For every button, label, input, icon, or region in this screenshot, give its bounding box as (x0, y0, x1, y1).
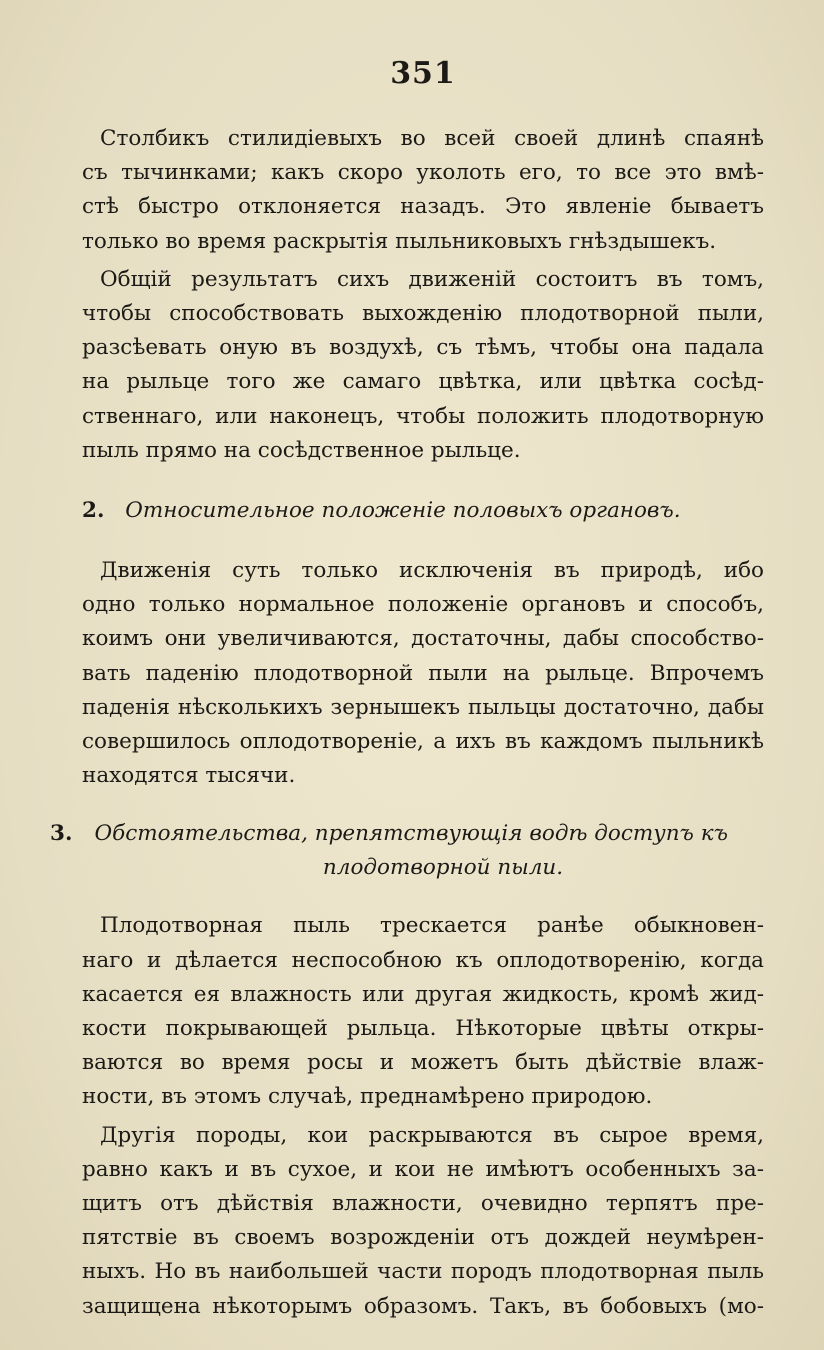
text-line: ваются во время росы и можетъ быть дѣйствіе влаж- (82, 1050, 764, 1076)
text-line: Плодотворная пыль трескается ранѣе обыкновен- (100, 913, 764, 939)
section-number: 3. (50, 821, 73, 847)
paragraph-general-result (82, 263, 764, 468)
text-line: пыль прямо на сосѣдственное рыльце. (82, 437, 521, 463)
text-line: Другія породы, кои раскрываются въ сырое время, (100, 1122, 764, 1148)
text-line: Столбикъ стилидіевыхъ во всей своей длинѣ спаянѣ (100, 126, 764, 151)
text-line: щитъ отъ дѣйствія влажности, очевидно терпятъ пре- (82, 1191, 764, 1217)
section-heading-2 (82, 494, 764, 528)
text-line: пятствіе въ своемъ возрожденіи отъ дождей неумѣрен- (82, 1225, 764, 1251)
paragraph-stylidium (82, 122, 764, 259)
text-line: вать паденію плодотворной пыли на рыльце. Впрочемъ (82, 660, 764, 686)
text-line: совершилось оплодотвореніе, а ихъ въ каждомъ пыльникѣ (82, 729, 764, 755)
paragraph-other-species (82, 1119, 764, 1324)
text-line: на рыльце того же самаго цвѣтка, или цвѣтка сосѣд- (82, 369, 764, 395)
text-line: ственнаго, или наконецъ, чтобы положить плодотворную (82, 403, 764, 429)
page-number: 351 (390, 56, 456, 91)
section-number: 2. (82, 498, 105, 524)
paragraph-pollen-moisture (82, 909, 764, 1114)
text-line: съ тычинками; какъ скоро уколоть его, то все это вмѣ- (82, 160, 764, 186)
section-heading-3 (50, 817, 764, 885)
text-line: паденія нѣсколькихъ зернышекъ пыльцы достаточно, дабы (82, 694, 764, 720)
section-title: Относительное положеніе половыхъ органовъ. (125, 498, 681, 524)
text-line: ности, въ этомъ случаѣ, преднамѣрено природою. (82, 1084, 653, 1110)
section-title-line: плодотворной пыли. (322, 855, 564, 881)
text-line: защищена нѣкоторымъ образомъ. Такъ, въ бобовыхъ (мо- (82, 1293, 764, 1319)
text-line: чтобы способствовать выхожденію плодотворной пыли, (82, 301, 764, 327)
text-line: Общій результатъ сихъ движеній состоитъ въ томъ, (100, 266, 764, 292)
text-line: кости покрывающей рыльца. Нѣкоторые цвѣты откры- (82, 1016, 764, 1042)
text-line: касается ея влажность или другая жидкость, кромѣ жид- (82, 981, 764, 1007)
text-line: ныхъ. Но въ наибольшей части породъ плодотворная пыль (82, 1259, 764, 1285)
text-line: одно только нормальное положеніе органовъ и способъ, (82, 592, 764, 618)
text-line: находятся тысячи. (82, 763, 296, 789)
text-line: только во время раскрытія пыльниковыхъ гнѣздышекъ. (82, 228, 717, 254)
text-line: равно какъ и въ сухое, и кои не имѣютъ особенныхъ за- (82, 1156, 764, 1182)
section-title: Обстоятельства, препятствующія водѣ доступъ къ (94, 821, 728, 847)
paragraph-movements (82, 554, 764, 793)
section-title-line (50, 817, 764, 851)
text-line: стѣ быстро отклоняется назадъ. Это явленіе бываетъ (82, 194, 764, 220)
text-line: разсѣевать оную въ воздухѣ, съ тѣмъ, чтобы она падала (82, 335, 764, 361)
text-line: коимъ они увеличиваются, достаточны, дабы способство- (82, 626, 764, 652)
text-line: Движенія суть только исключенія въ природѣ, ибо (100, 558, 764, 584)
text-line: наго и дѣлается неспособною къ оплодотворенію, когда (82, 947, 764, 973)
